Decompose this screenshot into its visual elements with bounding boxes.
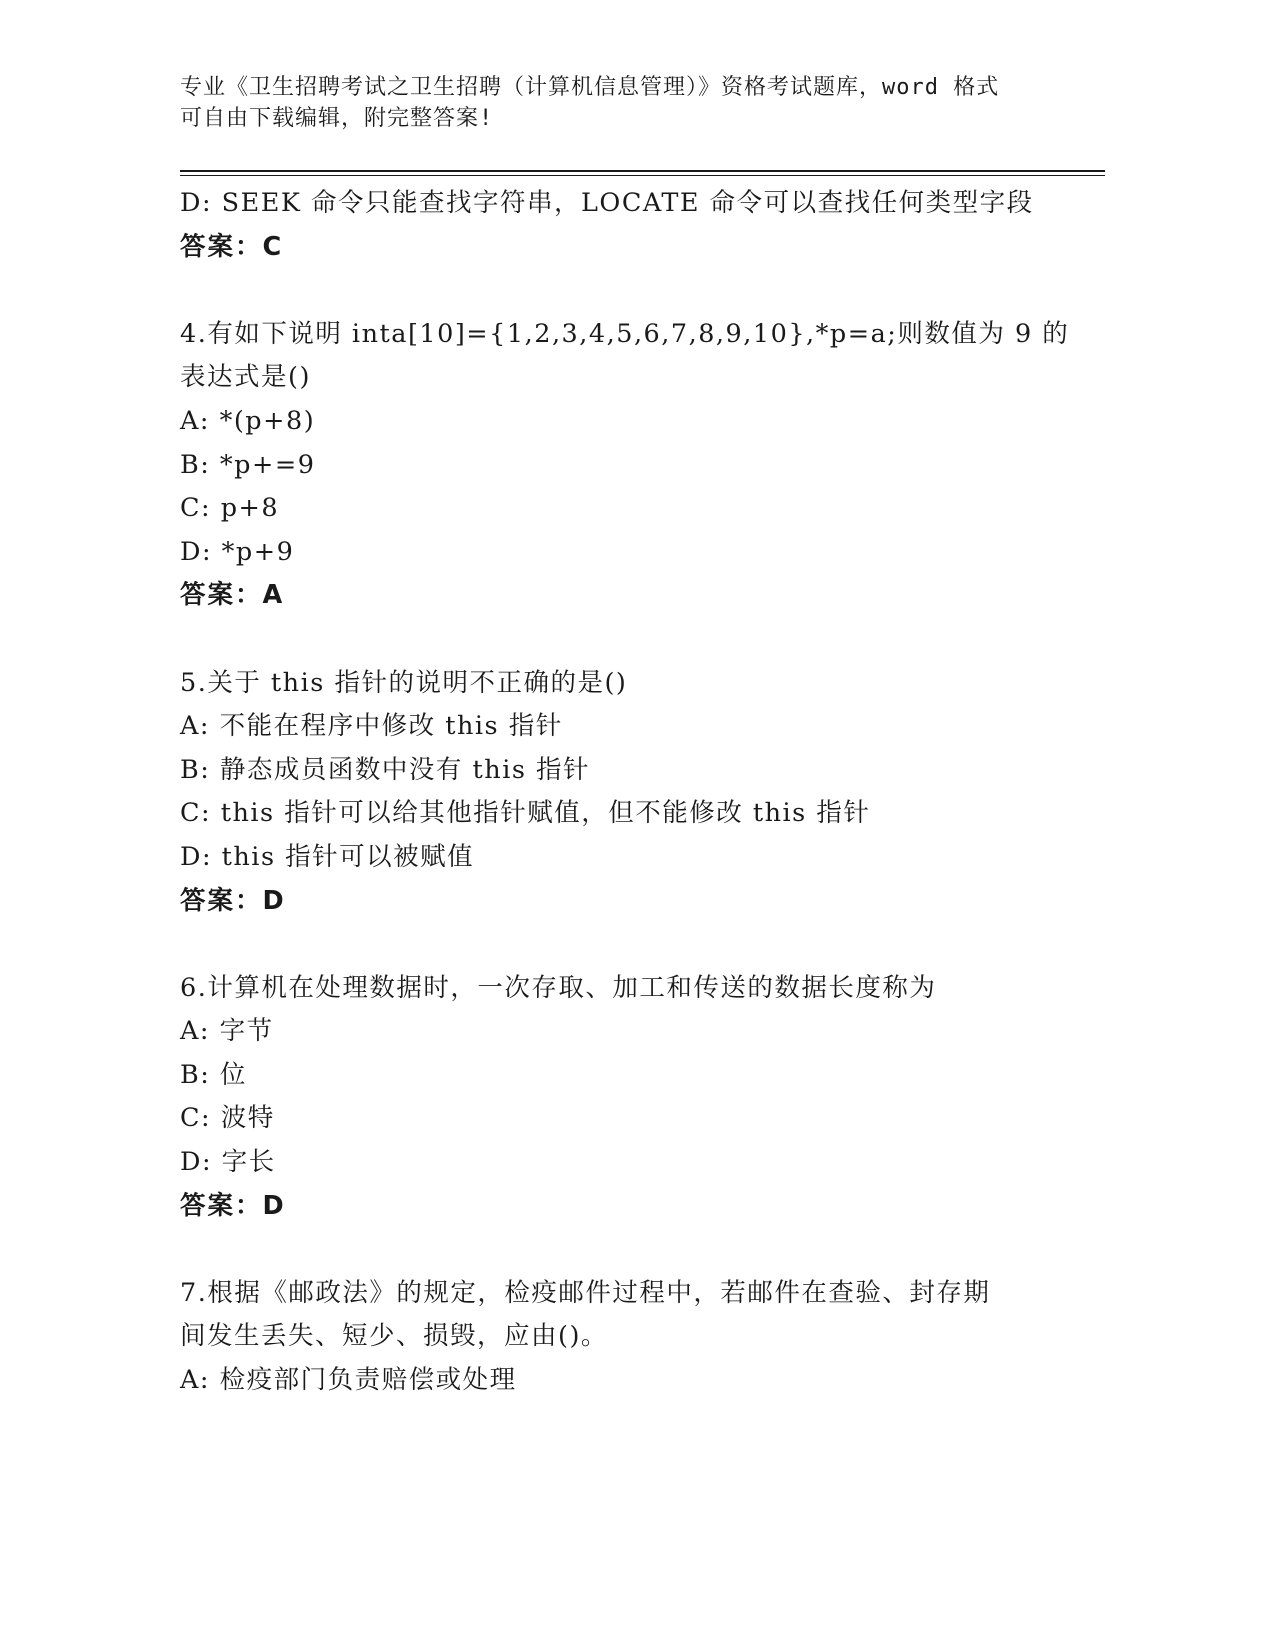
question-6-option-b: B: 位 [180, 1059, 247, 1090]
question-6-stem-line-1: 6.计算机在处理数据时，一次存取、加工和传送的数据长度称为 [180, 972, 937, 1003]
question-4-stem-line-2: 表达式是() [180, 362, 311, 393]
question-6-answer: 答案：D [180, 1190, 286, 1221]
question-content [180, 182, 1080, 1403]
question-4-answer: 答案：A [180, 580, 285, 611]
spacer [180, 269, 1080, 313]
question-6-option-a: A: 字节 [180, 1016, 274, 1047]
header-line-1: 专业《卫生招聘考试之卫生招聘（计算机信息管理）》资格考试题库，word 格式 [180, 75, 1000, 100]
question-5-option-b: B: 静态成员函数中没有 this 指针 [180, 754, 591, 785]
question-4-option-d: D: *p+9 [180, 536, 295, 567]
question-4-option-c: C: p+8 [180, 493, 280, 524]
header-rule-thick [180, 170, 1105, 172]
question-4-option-b: B: *p+=9 [180, 449, 316, 480]
answer-line: 答案：C [180, 231, 284, 262]
header-line-2: 可自由下载编辑，附完整答案! [180, 106, 494, 131]
question-5-stem [180, 662, 1080, 706]
question-5-answer: 答案：D [180, 885, 286, 916]
question-7-stem-line-1: 7.根据《邮政法》的规定，检疫邮件过程中，若邮件在查验、封存期 [180, 1277, 991, 1308]
question-5-option-a: A: 不能在程序中修改 this 指针 [180, 711, 563, 742]
header-rule-thin [180, 175, 1105, 176]
question-6-stem [180, 967, 1080, 1011]
question-7-option-a: A: 检疫部门负责赔偿或处理 [180, 1365, 517, 1396]
document-header [180, 72, 1040, 134]
question-7-stem-line-2: 间发生丢失、短少、损毁，应由()。 [180, 1321, 608, 1352]
question-6-option-c: C: 波特 [180, 1103, 275, 1134]
question-5-option-d: D: this 指针可以被赋值 [180, 841, 475, 872]
question-7-stem [180, 1272, 1080, 1359]
question-4-option-a: A: *(p+8) [180, 405, 316, 436]
spacer [180, 923, 1080, 967]
spacer [180, 618, 1080, 662]
question-5-stem-line-1: 5.关于 this 指针的说明不正确的是() [180, 667, 628, 698]
spacer [180, 1228, 1080, 1272]
question-5-option-c: C: this 指针可以给其他指针赋值，但不能修改 this 指针 [180, 798, 871, 829]
question-4-stem [180, 313, 1080, 400]
question-6-option-d: D: 字长 [180, 1147, 276, 1178]
question-4-stem-line-1: 4.有如下说明 inta[10]={1,2,3,4,5,6,7,8,9,10},*p=a;则数值为 9 的 [180, 318, 1070, 349]
option-d: D: SEEK 命令只能查找字符串，LOCATE 命令可以查找任何类型字段 [180, 188, 1034, 218]
